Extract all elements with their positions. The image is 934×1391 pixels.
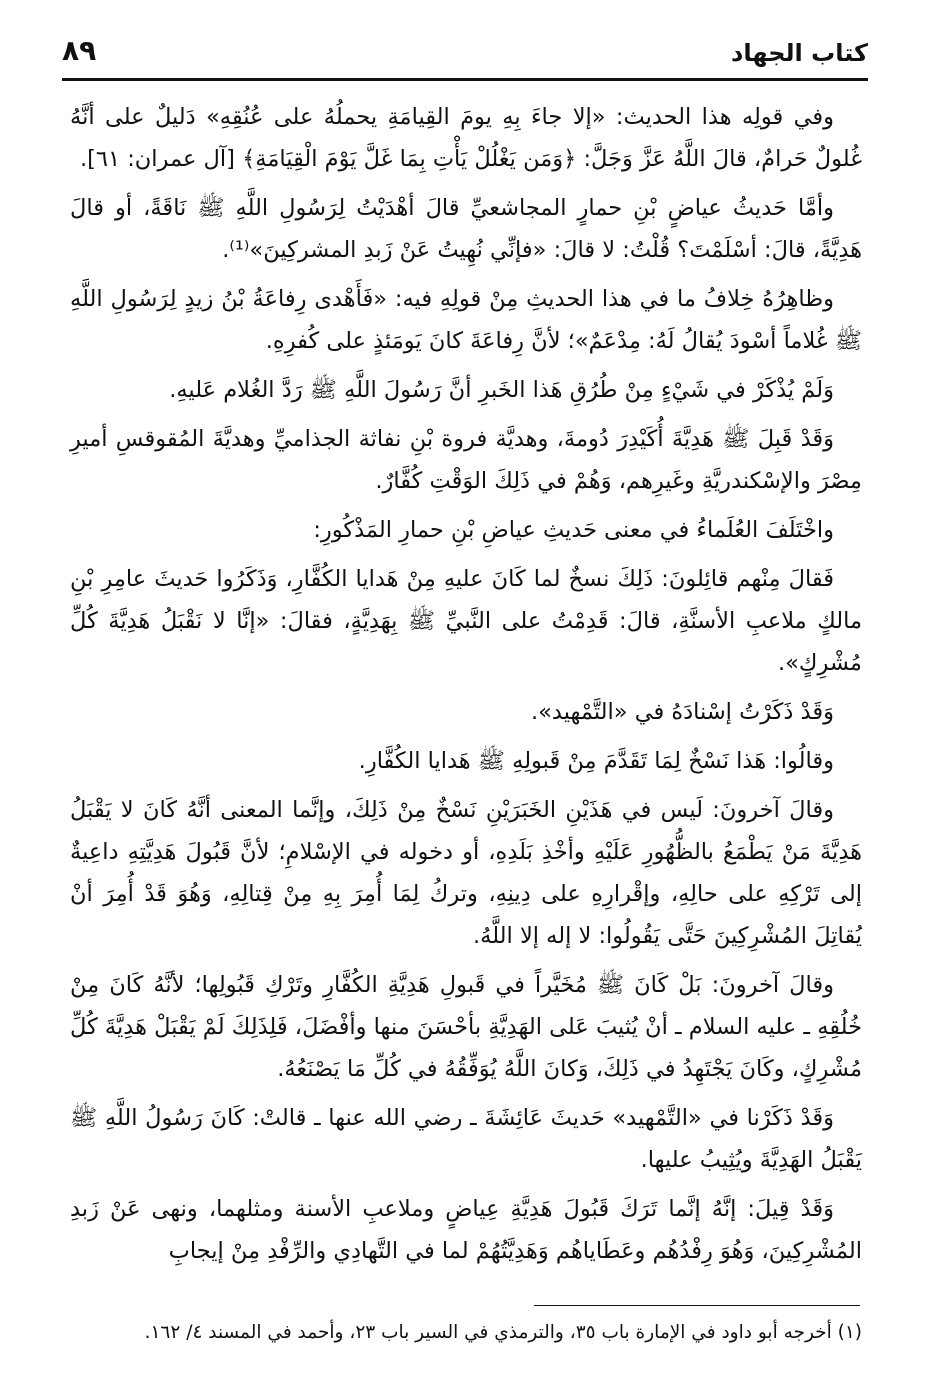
paragraph: وقالَ آخرونَ: لَيس في هَذَيْنِ الخَبَرَيْنِ نَسْخٌ مِنْ ذَلِكَ، وإنَّما المعنى أنَّهُ كَانَ لا يَقْبَلُ هَدِيَّةَ مَنْ يَطْمَعُ بالظُّهُورِ عَلَيْهِ وأخْذِ بَلَدِهِ، أو دخوله في الإسْلامِ؛ لأنَّ قَبُولَ هَدِيَّتِهِ داعِيةٌ إلى تَرْكِهِ على حالِهِ، وإقْرارِهِ على دِينِهِ، وتركُ لِمَا أُمِرَ بِهِ مِنْ قِتالِهِ، وَهُوَ قَدْ أُمِرَ أنْ يُقاتِلَ المُشْرِكِينَ حَتَّى يَقُولُوا: لا إله إلا اللَّهُ. (70, 797, 862, 949)
running-title: كتاب الجهاد (731, 39, 868, 67)
page-number: ٨٩ (62, 34, 97, 67)
paragraph: واخْتَلَفَ العُلَماءُ في معنى حَديثِ عياضِ بْنِ حمارِ المَذْكُورِ: (313, 517, 834, 543)
paragraph: وفي قولِه هذا الحديث: «إلا جاءَ بِهِ يومَ القِيامَةِ يحملُهُ على عُنُقِهِ» دَليلٌ على أنَّهُ غُلولٌ حَرامٌ، قالَ اللَّهُ عَزَّ وَجَلَّ: ﴿وَمَن يَغْلُلْ يَأْتِ بِمَا غَلَّ يَوْمَ الْقِيَامَةِ﴾ [آل عمران: ٦١]. (70, 104, 862, 172)
paragraph: وَقَدْ ذَكَرْنا في «التَّمْهيد» حَديثَ عَائِشَةَ ـ رضي الله عنها ـ قالتْ: كَانَ رَسُولُ اللَّهِ ﷺ يَقْبَلُ الهَدِيَّةَ ويُثِيبُ عليها. (70, 1105, 862, 1173)
page-header (62, 32, 868, 81)
paragraph: وقالَ آخرونَ: بَلْ كَانَ ﷺ مُخَيَّراً في قَبولِ هَدِيَّةِ الكُفَّارِ وتَرْكِ قَبُولِها؛ لأنَّهُ كَانَ مِنْ خُلُقِهِ ـ عليه السلام ـ أنْ يُثيبَ عَلى الهَدِيَّةِ بأحْسَنَ منها وأفْضَلَ، فَلِذَلِكَ لَمْ يَقْبَلْ هَدِيَّةَ كُلِّ مُشْرِكٍ، وكَانَ يَجْتَهِدُ في ذَلِكَ، وَكانَ اللَّهُ يُوَفِّقُهُ في كُلِّ مَا يَصْنَعُهُ. (70, 972, 862, 1082)
paragraph: وَقَدْ قَبِلَ ﷺ هَدِيَّةَ أُكَيْدِرَ دُومةَ، وهديَّة فروة بْنِ نفاثة الجذاميِّ وهديَّةَ المُقوقسِ أميرِ مِصْرَ والإسْكندريَّةِ وغَيرِهم، وَهُمْ في ذَلِكَ الوَقْتِ كُفَّارٌ. (70, 426, 862, 494)
paragraph: وَقَدْ ذَكَرْتُ إسْنادَهُ في «التَّمْهيد». (531, 699, 834, 725)
main-text (70, 96, 862, 1279)
paragraph: وظاهِرُهُ خِلافُ ما في هذا الحديثِ مِنْ قولِهِ فيه: «فَأَهْدى رِفاعَةُ بْنُ زيدٍ لِرَسُولِ اللَّهِ ﷺ غُلاماً أسْودَ يُقالُ لَهُ: مِدْعَمٌ»؛ لأنَّ رِفاعَةَ كانَ يَومَئذٍ على كُفرِهِ. (70, 286, 862, 354)
footnote: (١) أخرجه أبو داود في الإمارة باب ٣٥، والترمذي في السير باب ٢٣، وأحمد في المسند ٤/ ١٦٢. (144, 1322, 862, 1343)
paragraph: وأمَّا حَديثُ عياضٍ بْنِ حمارٍ المجاشعيِّ قالَ أهْدَيْتُ لِرَسُولِ اللَّهِ ﷺ نَاقَةً، أو قالَ هَدِيَّةً، قالَ: أسْلَمْتَ؟ قُلْتُ: لا قالَ: «فإنِّي نُهِيتُ عَنْ زَبدِ المشركِينَ»⁽¹⁾. (70, 195, 862, 263)
paragraph: فَقالَ مِنْهم قائِلونَ: ذَلِكَ نسخٌ لما كَانَ عليهِ مِنْ هَدايا الكُفَّارِ، وَذَكَرُوا حَديثَ عامِرِ بْنِ مالكٍ ملاعبِ الأسنَّةِ، قالَ: قَدِمْتُ على النَّبيِّ ﷺ بِهَدِيَّةٍ، فقالَ: «إنَّا لا نَقْبَلُ هَدِيَّةَ كُلِّ مُشْرِكٍ». (70, 566, 862, 676)
footnote-divider (534, 1305, 860, 1306)
paragraph: وَقَدْ قِيلَ: إنَّهُ إنَّما تَرَكَ قَبُولَ هَدِيَّةِ عِياضٍ وملاعبِ الأسنة ومثلهما، ونهى عَنْ زَبدِ المُشْرِكِينَ، وَهُوَ رِفْدُهُم وعَطَاياهُم وَهَدِيَّتُهُمْ لما في التَّهادِي والرِّفْدِ مِنْ إيجابِ (70, 1196, 862, 1264)
paragraph: وَلَمْ يُذْكَرْ في شَيْءٍ مِنْ طُرُقِ هَذا الخَبرِ أنَّ رَسُولَ اللَّهِ ﷺ رَدَّ الغُلام عَليهِ. (169, 377, 834, 403)
paragraph: وقالُوا: هَذا نَسْخٌ لِمَا تَقَدَّمَ مِنْ قَبولِهِ ﷺ هَدايا الكُفَّارِ. (358, 748, 834, 774)
